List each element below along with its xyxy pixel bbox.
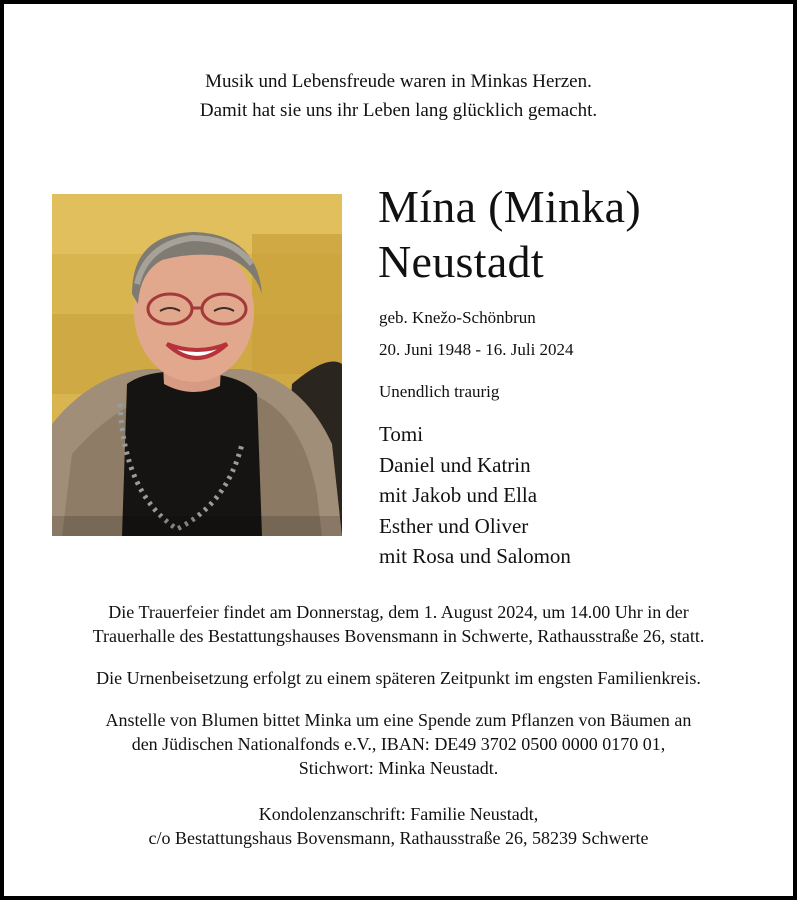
ceremony-line-1: Die Trauerfeier findet am Donnerstag, dem 1. August 2024, um 14.00 Uhr in der — [108, 602, 689, 622]
family-member: Daniel und Katrin — [379, 452, 531, 477]
life-dates: 20. Juni 1948 - 16. Juli 2024 — [379, 340, 574, 359]
family-member: Esther und Oliver — [379, 513, 529, 538]
name-line-2: Neustadt — [378, 236, 544, 287]
condolence-line-1: Kondolenzanschrift: Familie Neustadt, — [258, 804, 539, 824]
burial-paragraph — [4, 666, 793, 690]
donation-line-2: den Jüdischen Nationalfonds e.V., IBAN: DE49 3702 0500 0000 0170 01, — [131, 734, 666, 754]
donation-paragraph — [4, 708, 793, 780]
portrait-photo — [52, 194, 342, 536]
burial-line-1: Die Urnenbeisetzung erfolgt zu einem späteren Zeitpunkt im engsten Familienkreis. — [96, 668, 701, 688]
motto-line-2: Damit hat sie uns ihr Leben lang glücklich gemacht. — [199, 100, 598, 121]
family-member: mit Jakob und Ella — [379, 483, 538, 507]
family-member: Tomi — [379, 422, 424, 446]
family-list — [379, 419, 571, 572]
ceremony-line-2: Trauerhalle des Bestattungshauses Bovensmann in Schwerte, Rathausstraße 26, statt. — [92, 626, 705, 646]
family-member: mit Rosa und Salomon — [379, 544, 571, 568]
notice-body — [4, 600, 793, 850]
motto-line-1: Musik und Lebensfreude waren in Minkas Herzen. — [205, 71, 592, 92]
name-line-1: Mína (Minka) — [378, 181, 641, 232]
deceased-name — [378, 179, 641, 289]
condolence-line-2: c/o Bestattungshaus Bovensmann, Rathausstraße 26, 58239 Schwerte — [148, 828, 649, 848]
birth-name: geb. Knežo-Schönbrun — [379, 308, 536, 327]
mourning-phrase: Unendlich traurig — [379, 382, 500, 401]
donation-line-1: Anstelle von Blumen bittet Minka um eine Spende zum Pflanzen von Bäumen an — [105, 710, 692, 730]
motto-quote — [4, 67, 793, 125]
donation-line-3: Stichwort: Minka Neustadt. — [298, 758, 499, 778]
ceremony-paragraph — [4, 600, 793, 648]
condolence-paragraph — [4, 802, 793, 850]
